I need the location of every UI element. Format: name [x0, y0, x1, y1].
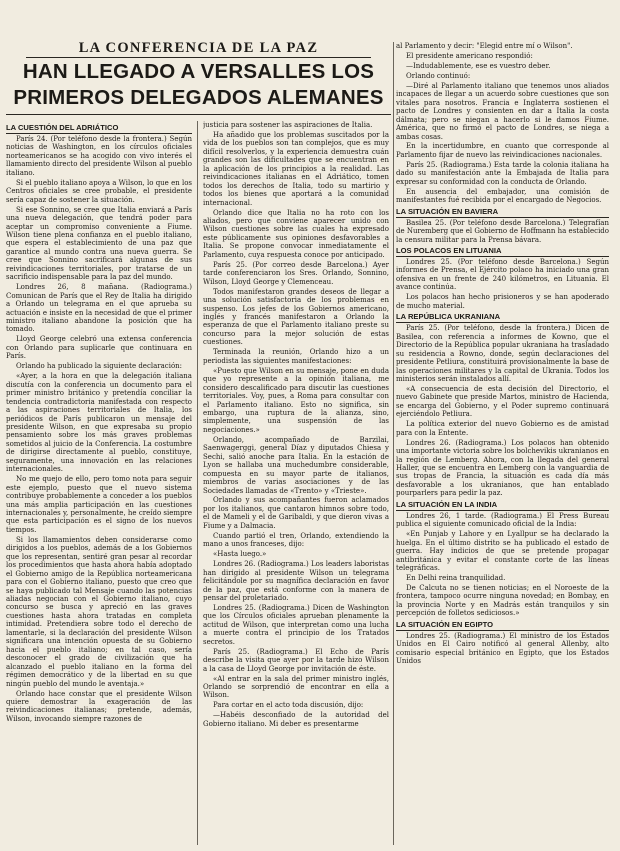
section-kicker: LA CONFERENCIA DE LA PAZ — [78, 40, 319, 56]
section-heading: LA SITUACIÓN EN EGIPTO — [396, 620, 609, 631]
article-paragraph: En Delhi reina tranquilidad. — [406, 573, 506, 582]
article-paragraph: Cuando partió el tren, Orlando, extendiendo la mano a unos franceses, dijo: — [203, 531, 389, 549]
article-paragraph: Orlando ha publicado la siguiente declaración: — [16, 362, 183, 371]
article-column-2 — [203, 121, 389, 847]
article-paragraph: Los polacos han hecho prisioneros y se han apoderado de mucho material. — [396, 293, 609, 310]
article-column-3 — [396, 42, 609, 847]
article-paragraph: —Indudablemente, ese es vuestro deber. — [406, 61, 551, 70]
article-paragraph: Si los llamamientos deben considerarse como dirigidos a los pueblos, además de a los Gobiernos que los representan, sentiré gran pesar al recordar los procedimientos que hasta ahora había adoptado el Gobierno amigo de la República norteamericana para con el Gobierno italiano, puesto que creo que se haya publicado tal Mensaje cuando las potencias aliadas negocian con el Gobierno italiano, cuyo concurso se busca y apreció en las graves cuestiones hasta ahora tratadas en completa intimidad. Pretendiera sobre todo el derecho de lamentarle, si la declaración del presidente Wilson significara una intención opuesta de su Gobierno hacia el pueblo italiano; en tal caso, sería desconocer el grado de civilización que ha alcanzado el pueblo italiano en la forma del régimen democrático y de la libertad en su que ningún pueblo del mundo le aventaja.» — [6, 535, 192, 688]
article-paragraph: al Parlamento y decir: "Elegid entre mí o Wilson". — [396, 42, 573, 50]
article-paragraph: «En Punjab y Lahore y en Lyallpur se ha declarado la huelga. En el último distrito se ha publicado el estado de guerra. Hay indicios de que se pretende propagar antibritánica y evitar el constante corte de las líneas telegráficas. — [396, 530, 609, 573]
article-paragraph: Orlando y sus acompañantes fueron aclamados por los italianos, que cantaron himnos sobre todo, el de Mameli y el de Garibaldi, y que dieron vivas a Fiume y a Dalmacia. — [203, 496, 389, 530]
headline-rule — [6, 114, 391, 115]
article-paragraph: «Puesto que Wilson en su mensaje, pone en duda que yo represente a la opinión italiana, me considero descalificado para discutir las cuestiones territoriales. Voy, pues, a Roma para consultar con el Parlamento italiano. Esto no significa, sin embargo, una ruptura de la alianza, sino, simplemente, una suspensión de las negociaciones.» — [203, 366, 389, 434]
article-paragraph: Londres 25. (Radiograma.) El ministro de los Estados Unidos en El Cairo notificó al general Allenby, alto comisario especial británico en Egipto, que los Estados Unidos — [396, 631, 609, 666]
article-paragraph: Orlando hace constar que el presidente Wilson quiere demostrar la exageración de las reivindicaciones italianas; pretende, además, Wilson, invocando siempre razones de — [6, 689, 192, 723]
article-paragraph: «A consecuencia de esta decisión del Directorio, el nuevo Gabinete que preside Martos, ministro de Hacienda, se encarga del Gobierno, y el Poder supremo continuará ejerciéndolo Petliura. — [396, 384, 609, 419]
article-paragraph: Orlando dice que Italia no ha roto con los aliados, pero que conviene aparecer unido con Wilson cuestiones sobre las cuales ha expresado este públicamente sus opiniones desfavorables a Italia. Se propone convocar inmediatamente el Parlamento, cuya respuesta conoce por anticipado. — [203, 208, 389, 259]
article-paragraph: —Diré al Parlamento italiano que tenemos unos aliados incapaces de llegar a un acuerdo sobre cuestiones que son vitales para nosotros. Francia e Inglaterra sostienen el pacto de Londres y consienten en dar a Italia la costa dálmata; pero se niegan a hacerlo si le damos Fiume. América, que no firmó el pacto de Londres, se niega a ambas cosas. — [396, 81, 609, 141]
kicker-rule — [26, 57, 371, 58]
article-paragraph: Lloyd George celebró una extensa conferencia con Orlando para suplicarle que continuara en París. — [6, 335, 192, 361]
article-paragraph: París 25. (Por correo desde Barcelona.) Ayer tarde conferenciaron los Sres. Orlando, Sonnino, Wilson, Lloyd George y Clemenceau. — [203, 260, 389, 286]
headline-line-2: PRIMEROS DELEGADOS ALEMANES — [13, 86, 384, 109]
article-paragraph: justicia para sostener las aspiraciones de Italia. — [203, 121, 373, 129]
article-paragraph: —Habéis desconfiado de la autoridad del Gobierno italiano. Mi deber es presentarme — [203, 711, 389, 728]
headline-line-1: HAN LLEGADO A VERSALLES LOS — [22, 60, 375, 83]
article-paragraph: No me quejo de ello, pero tomo nota para seguir este ejemplo, puesto que el nuevo sistema contribuye probablemente a conceder a los pueblos una más amplia participación en las cuestiones internacionales y, personalmente, he creído siempre que esta participación es el signo de los nuevos tiempos. — [6, 475, 192, 534]
article-paragraph: «Ayer, a la hora en que la delegación italiana discutía con la conferencia un documento para el primer ministro británico y pretendía conciliar la tendencia contradictoria manifestada con respecto a las aspiraciones territoriales de Italia, los periódicos de París publicaron un mensaje del presidente Wilson, en que expresaba su propio pensamiento sobre los más graves problemas sometidos al juicio de la Conferencia. La costumbre de dirigirse directamente al pueblo, constituye, seguramente, una innovación en las relaciones internacionales. — [6, 372, 192, 474]
column-divider — [197, 121, 198, 845]
article-paragraph: Londres 26, 1 tarde. (Radiograma.) El Press Bureau publica el siguiente comunicado oficial de la India: — [396, 511, 609, 529]
article-paragraph: Londres 26, 8 mañana. (Radiograma.) Comunican de París que el Rey de Italia ha dirigido a Orlando un telegrama en el que aprueba su actuación e insiste en la necesidad de que el primer ministro italiano abandone la posición que ha tomado. — [6, 283, 192, 334]
article-paragraph: Londres 25. (Por teléfono desde Barcelona.) Según informes de Prensa, el Ejército polaco ha iniciado una gran ofensiva en un frente de 240 kilómetros, en Lituania. El avance continúa. — [396, 258, 609, 292]
article-paragraph: En ausencia del embajador, una comisión de manifestantes fué recibida por el encargado de Negocios. — [396, 187, 609, 205]
section-heading: LA SITUACIÓN EN BAVIERA — [396, 207, 609, 218]
article-paragraph: «Hasta luego.» — [213, 550, 267, 559]
article-paragraph: Londres 26. (Radiograma.) Los leaders laboristas han dirigido al presidente Wilson un telegrama felicitándole por su magnífica declaración en favor de la paz, que está conforme con la manera de pensar del proletariado. — [203, 560, 389, 602]
article-paragraph: Ha añadido que los problemas suscitados por la vida de los pueblos son tan complejos, que es muy difícil resolverlos, y la experiencia demuestra cuán grandes son las dificultades que se encuentran en la aplicación de los principios a la realidad. Las reivindicaciones italianas en el Adriático, tomen todos los derechos de Italia, todo su martirio y todos los bienes que aportará a la comunidad internacional. — [203, 130, 389, 207]
article-paragraph: Londres 25. (Radiograma.) Dicen de Washington que los Círculos oficiales aprueban plenamente la actitud de Wilson, que interpretan como una lucha a muerte contra el principio de los Tratados secretos. — [203, 603, 389, 646]
article-paragraph: Orlando, acompañado de Barzilai, Saenwagerggi, general Díaz y diputados Chiesa y Sechi, salió anoche para Italia. En la estación de Lyon se hallaba una muchedumbre considerable, compuesta en su mayor parte de italianos, miembros de varias asociaciones y de las Sociedades llamadas de «Trento» y «Trieste». — [203, 435, 389, 495]
newspaper-page — [6, 4, 614, 847]
article-paragraph: Basilea 25. (Por teléfono desde Barcelona.) Telegrafían de Nuremberg que el Gobierno de Hoffmann ha establecido la censura militar para la Prensa bávara. — [396, 218, 609, 244]
article-paragraph: Orlando continuó: — [406, 71, 471, 80]
article-paragraph: La política exterior del nuevo Gobierno es de amistad para con la Entente. — [396, 420, 609, 437]
article-paragraph: París 24. (Por teléfono desde la frontera.) Según noticias de Washington, en los círculos oficiales norteamericanos se ha acogido con vivo interés el llamamiento directo del presidente Wilson al pueblo italiano. — [6, 135, 192, 177]
section-heading: LA REPÚBLICA UKRANIANA — [396, 312, 609, 323]
article-paragraph: «Al entrar en la sala del primer ministro inglés, Orlando se sorprendió de encontrar en ella a Wilson. — [203, 674, 389, 700]
article-paragraph: Si ese Sonnino, se cree que Italia enviará a París una nueva delegación, que tendrá poder para aceptar un compromiso conveniente a Fiume. Wilson tiene plena confianza en el pueblo italiano, que espera el establecimiento de una paz que garantice al mundo contra una nueva guerra. Se cree que Sonnino sacrificará algunas de sus reivindicaciones territoriales, por tratarse de un sacrificio indispensable para la paz del mundo. — [6, 205, 192, 282]
section-heading: LA CUESTIÓN DEL ADRIÁTICO — [6, 123, 192, 134]
section-heading: LA SITUACIÓN EN LA INDIA — [396, 500, 609, 511]
article-paragraph: El presidente americano respondió: — [406, 51, 533, 60]
article-paragraph: Londres 26. (Radiograma.) Los polacos han obtenido una importante victoria sobre los bolchevikis ukranianos en la región de Lemberg. Ahora, con la llegada del general Haller, que se encuentra en Lemberg con la vanguardia de sus tropas de Francia, la situación es cada día más desfavorable a los ukranianos, que han entablado pourparlers para pedir la paz. — [396, 438, 609, 498]
article-column-1 — [6, 121, 192, 847]
section-heading: LOS POLACOS EN LITUANIA — [396, 246, 609, 257]
article-paragraph: Terminada la reunión, Orlando hizo a un periodista las siguientes manifestaciones: — [203, 348, 389, 365]
article-paragraph: París 25. (Radiograma.) El Echo de París describe la visita que ayer por la tarde hizo Wilson a la casa de Lloyd George por invitación de éste. — [203, 647, 389, 673]
article-paragraph: París 25. (Por teléfono, desde la frontera.) Dicen de Basilea, con referencia a informes de Kowno, que el Directorio de la República popular ukraniana ha trasladado su residencia a Rowno, donde, según declaraciones del presidente Petliura, constituirá provisionalmente la base de las operaciones militares y la capital de Ukrania. Todos los ministerios serán instalados allí. — [396, 324, 609, 383]
article-paragraph: Si el pueblo italiano apoya a Wilson, lo que en los Centros oficiales se cree probable, el presidente sería capaz de sostener la situación. — [6, 178, 192, 204]
article-paragraph: De Calcuta no se tienen noticias; en el Noroeste de la frontera, tampoco ocurre ninguna novedad; en Bombay, en la provincia Norte y en Madrás están tranquilos y sin percepción de folletos sediciosos.» — [396, 583, 609, 618]
article-paragraph: París 25. (Radiograma.) Esta tarde la colonia italiana ha dado su manifestación ante la Embajada de Italia para expresar su conformidad con la conducta de Orlando. — [396, 160, 609, 186]
article-paragraph: Todos manifestaron grandes deseos de llegar a una solución satisfactoria de los problemas en suspenso. Los jefes de los Gobiernos americano, inglés y francés manifestaron a Orlando la esperanza de que el Parlamento italiano preste su concurso para la mejor solución de estas cuestiones. — [203, 287, 389, 347]
article-paragraph: Para cortar en el acto toda discusión, dijo: — [213, 701, 364, 710]
column-divider — [393, 42, 394, 845]
article-paragraph: En la incertidumbre, en cuanto que corresponde al Parlamento fijar de nuevo las reivindicaciones nacionales. — [396, 142, 609, 159]
